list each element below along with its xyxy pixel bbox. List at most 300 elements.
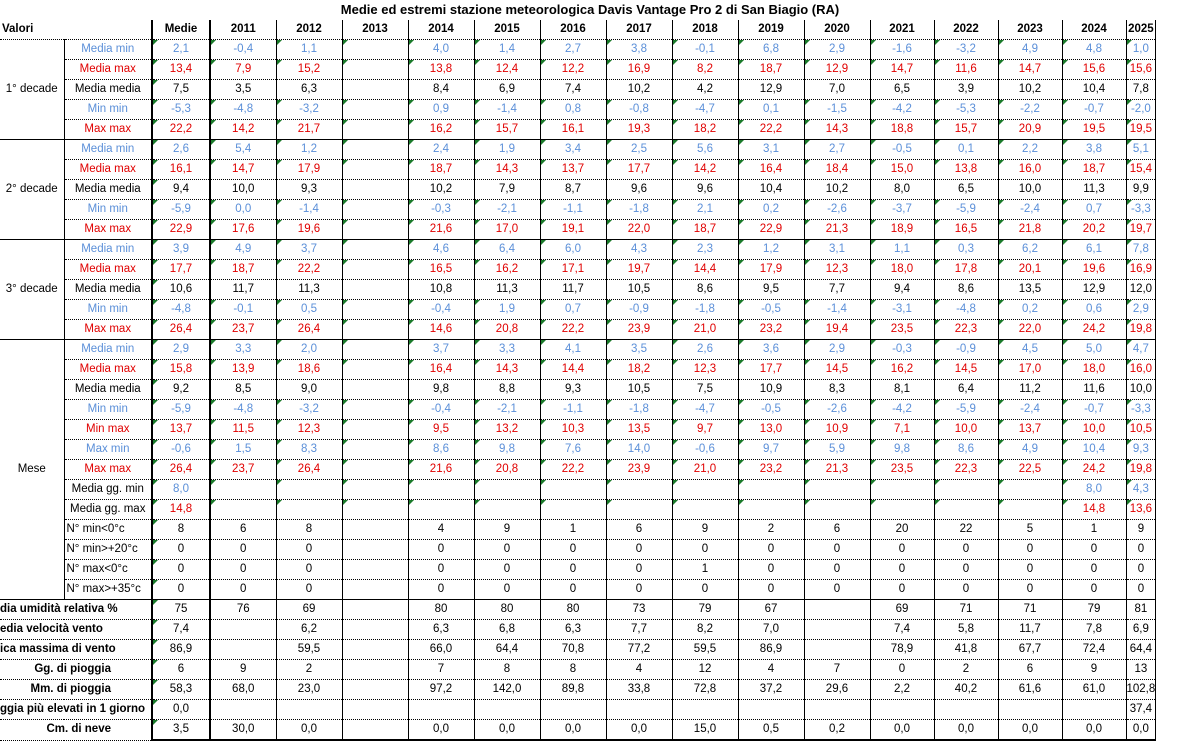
year-value: 71	[998, 600, 1062, 620]
year-value: 15,6	[1126, 60, 1156, 80]
year-value: 9,3	[540, 380, 606, 400]
year-value	[474, 700, 540, 720]
year-value: 17,0	[998, 360, 1062, 380]
year-value: -3,7	[870, 200, 934, 220]
year-value: -1,8	[606, 400, 672, 420]
header-valori: Valori	[0, 20, 64, 40]
year-value: -2,1	[474, 200, 540, 220]
year-value: 7,6	[540, 440, 606, 460]
year-value	[342, 640, 408, 660]
year-value: 14,3	[804, 120, 870, 140]
table-row	[0, 640, 1156, 660]
row-label: N° max>+35°c	[64, 580, 152, 600]
year-value: 10,5	[606, 280, 672, 300]
row-label: Media max	[64, 160, 152, 180]
year-value: -4,7	[672, 400, 738, 420]
year-value: 4	[738, 660, 804, 680]
year-value: 29,6	[804, 680, 870, 700]
year-value	[342, 200, 408, 220]
year-value: 16,2	[870, 360, 934, 380]
year-value: 78,9	[870, 640, 934, 660]
year-value: 10,8	[408, 280, 474, 300]
table-row	[0, 240, 1156, 260]
year-value: 5	[998, 520, 1062, 540]
year-value	[998, 700, 1062, 720]
table-row	[0, 500, 1156, 520]
table-row	[0, 440, 1156, 460]
year-value: 0	[870, 660, 934, 680]
row-label: Media media	[64, 180, 152, 200]
header-year: 2023	[998, 20, 1062, 40]
year-value: 0	[210, 580, 276, 600]
year-value: 18,7	[210, 260, 276, 280]
year-value: 37,4	[1126, 700, 1156, 720]
row-label: Min min	[64, 200, 152, 220]
year-value: 0,2	[738, 200, 804, 220]
row-label: Media max	[64, 360, 152, 380]
year-value: -1,4	[474, 100, 540, 120]
year-value: -3,1	[870, 300, 934, 320]
year-value: -3,2	[276, 100, 342, 120]
year-value: 23,5	[870, 460, 934, 480]
table-row	[0, 280, 1156, 300]
year-value	[408, 700, 474, 720]
year-value	[738, 700, 804, 720]
medie-value: 86,9	[152, 640, 210, 660]
year-value: -0,3	[408, 200, 474, 220]
year-value: 13,0	[738, 420, 804, 440]
row-label: Min max	[64, 420, 152, 440]
year-value: 0,0	[210, 200, 276, 220]
year-value: 12,9	[738, 80, 804, 100]
row-label: Mm. di pioggia	[0, 680, 152, 700]
medie-value: 6	[152, 660, 210, 680]
year-value: 4,0	[408, 40, 474, 60]
row-label: dia umidità relativa %	[0, 600, 152, 620]
year-value: 6,5	[934, 180, 998, 200]
year-value: 70,8	[540, 640, 606, 660]
year-value	[342, 680, 408, 700]
year-value: 10,3	[540, 420, 606, 440]
year-value: 6	[804, 520, 870, 540]
year-value: 5,6	[672, 140, 738, 160]
year-value: 0	[276, 580, 342, 600]
year-value: 0,7	[1062, 200, 1126, 220]
year-value: 2,9	[1126, 300, 1156, 320]
year-value: 24,2	[1062, 320, 1126, 340]
group-label: 3° decade	[0, 240, 64, 340]
table-row	[0, 320, 1156, 340]
year-value: 8,2	[672, 60, 738, 80]
year-value: 7	[804, 660, 870, 680]
medie-value: 0	[152, 540, 210, 560]
year-value	[342, 80, 408, 100]
year-value: 19,7	[1126, 220, 1156, 240]
year-value: 2,4	[408, 140, 474, 160]
year-value: 14,3	[474, 160, 540, 180]
year-value	[342, 180, 408, 200]
year-value: 19,1	[540, 220, 606, 240]
year-value: 0,0	[1062, 720, 1126, 741]
year-value: 33,8	[606, 680, 672, 700]
year-value: 14,4	[540, 360, 606, 380]
year-value: -0,3	[870, 340, 934, 360]
year-value: 2,7	[540, 40, 606, 60]
year-value	[210, 620, 276, 640]
year-value	[804, 480, 870, 500]
year-value: 6,2	[998, 240, 1062, 260]
medie-value: -4,8	[152, 300, 210, 320]
year-value: -4,8	[210, 400, 276, 420]
year-value: 8,6	[934, 280, 998, 300]
year-value	[342, 120, 408, 140]
year-value: -2,6	[804, 200, 870, 220]
year-value: 18,8	[870, 120, 934, 140]
year-value: 13,7	[998, 420, 1062, 440]
year-value: 6,3	[276, 80, 342, 100]
year-value: 14,6	[408, 320, 474, 340]
row-label: Gg. di pioggia	[0, 660, 152, 680]
year-value: 0	[276, 540, 342, 560]
year-value	[342, 660, 408, 680]
year-value: 8,7	[540, 180, 606, 200]
year-value: -2,1	[474, 400, 540, 420]
year-value: 0	[408, 540, 474, 560]
year-value: 6,1	[1062, 240, 1126, 260]
medie-value: 58,3	[152, 680, 210, 700]
year-value: 0	[606, 580, 672, 600]
year-value: -4,2	[870, 400, 934, 420]
year-value: 0,1	[738, 100, 804, 120]
year-value: 8,4	[408, 80, 474, 100]
year-value: 2,2	[870, 680, 934, 700]
year-value: 0,0	[540, 720, 606, 741]
year-value: 11,3	[474, 280, 540, 300]
year-value: 4,1	[540, 340, 606, 360]
year-value: 9	[1126, 520, 1156, 540]
year-value: 0,2	[998, 300, 1062, 320]
year-value	[342, 540, 408, 560]
year-value: 21,3	[804, 460, 870, 480]
year-value: 0,0	[408, 720, 474, 741]
year-value: 17,6	[210, 220, 276, 240]
year-value: 0	[672, 580, 738, 600]
medie-value: 3,5	[152, 720, 210, 741]
medie-value: -5,9	[152, 400, 210, 420]
year-value: 9,7	[672, 420, 738, 440]
year-value	[342, 160, 408, 180]
medie-value: 0	[152, 560, 210, 580]
year-value: 22,0	[606, 220, 672, 240]
year-value: 20,9	[998, 120, 1062, 140]
year-value: 0,2	[804, 720, 870, 741]
year-value: 10,5	[1126, 420, 1156, 440]
year-value: 12,2	[540, 60, 606, 80]
year-value: 0	[210, 540, 276, 560]
year-value: 6,3	[408, 620, 474, 640]
year-value	[1062, 700, 1126, 720]
year-value: 13,8	[934, 160, 998, 180]
year-value	[342, 60, 408, 80]
year-value: -5,9	[934, 200, 998, 220]
year-value: 10,2	[408, 180, 474, 200]
year-value: 15,6	[1062, 60, 1126, 80]
year-value: 1,2	[276, 140, 342, 160]
year-value: 15,0	[672, 720, 738, 741]
year-value: 23,5	[870, 320, 934, 340]
year-value: 6,9	[1126, 620, 1156, 640]
table-row	[0, 660, 1156, 680]
year-value	[342, 140, 408, 160]
year-value: 21,3	[804, 220, 870, 240]
year-value: 8,2	[672, 620, 738, 640]
year-value: 4,9	[210, 240, 276, 260]
year-value: 0	[934, 540, 998, 560]
year-value: -4,2	[870, 100, 934, 120]
year-value: 61,0	[1062, 680, 1126, 700]
year-value: 6,4	[934, 380, 998, 400]
year-value: 3,7	[276, 240, 342, 260]
year-value: 18,7	[672, 220, 738, 240]
year-value: 15,2	[276, 60, 342, 80]
year-value: 0	[738, 560, 804, 580]
year-value	[672, 480, 738, 500]
header-year: 2014	[408, 20, 474, 40]
year-value: -1,1	[540, 400, 606, 420]
year-value	[738, 500, 804, 520]
medie-value: 26,4	[152, 460, 210, 480]
year-value: 14,5	[934, 360, 998, 380]
year-value: 18,2	[606, 360, 672, 380]
year-value: 79	[1062, 600, 1126, 620]
year-value: 15,7	[934, 120, 998, 140]
year-value: 1,5	[210, 440, 276, 460]
year-value: 40,2	[934, 680, 998, 700]
row-label: Max min	[64, 440, 152, 460]
year-value: 22	[934, 520, 998, 540]
year-value	[474, 480, 540, 500]
year-value: 14,8	[1062, 500, 1126, 520]
year-value	[342, 720, 408, 741]
year-value: 22,2	[738, 120, 804, 140]
year-value: 20,8	[474, 320, 540, 340]
medie-value: 2,6	[152, 140, 210, 160]
year-value: 10,4	[1062, 80, 1126, 100]
year-value: 14,0	[606, 440, 672, 460]
year-value: -1,1	[540, 200, 606, 220]
year-value: 19,4	[804, 320, 870, 340]
medie-value: -5,3	[152, 100, 210, 120]
year-value: 89,8	[540, 680, 606, 700]
table-row	[0, 40, 1156, 60]
year-value: 0	[1062, 580, 1126, 600]
header-year: 2019	[738, 20, 804, 40]
year-value: 0	[934, 580, 998, 600]
year-value: 5,0	[1062, 340, 1126, 360]
table-row	[0, 100, 1156, 120]
table-row	[0, 120, 1156, 140]
year-value	[934, 480, 998, 500]
year-value: 9,3	[1126, 440, 1156, 460]
sheet-title: Medie ed estremi stazione meteorologica Davis Vantage Pro 2 di San Biagio (RA)	[340, 2, 840, 17]
year-value: 3,3	[474, 340, 540, 360]
table-row	[0, 680, 1156, 700]
year-value: 0	[672, 540, 738, 560]
year-value: 61,6	[998, 680, 1062, 700]
year-value: -3,3	[1126, 400, 1156, 420]
year-value	[342, 340, 408, 360]
year-value: -0,6	[672, 440, 738, 460]
year-value: 10,2	[606, 80, 672, 100]
year-value: -0,1	[210, 300, 276, 320]
year-value: 0	[540, 560, 606, 580]
year-value: 5,1	[1126, 140, 1156, 160]
year-value: 22,2	[540, 320, 606, 340]
year-value	[210, 640, 276, 660]
year-value: 19,7	[606, 260, 672, 280]
year-value: 3,5	[606, 340, 672, 360]
year-value: 102,8	[1126, 680, 1156, 700]
year-value: 4,2	[672, 80, 738, 100]
year-value: -0,4	[210, 40, 276, 60]
table-row	[0, 180, 1156, 200]
row-label: Media media	[64, 80, 152, 100]
year-value: 13,2	[474, 420, 540, 440]
table-row	[0, 580, 1156, 600]
year-value: 0	[870, 540, 934, 560]
year-value: 10,2	[804, 180, 870, 200]
year-value: 0	[804, 560, 870, 580]
year-value: 13,6	[1126, 500, 1156, 520]
year-value: 11,3	[1062, 180, 1126, 200]
year-value: 0,5	[276, 300, 342, 320]
year-value: 23,7	[210, 320, 276, 340]
year-value: 7,0	[804, 80, 870, 100]
year-value: 10,0	[1062, 420, 1126, 440]
year-value: 0,0	[1126, 720, 1156, 741]
year-value	[342, 620, 408, 640]
year-value: 4,6	[408, 240, 474, 260]
medie-value: 0,0	[152, 700, 210, 720]
year-value: 0	[540, 580, 606, 600]
year-value	[342, 520, 408, 540]
row-label: Min min	[64, 400, 152, 420]
year-value: 0	[276, 560, 342, 580]
year-value: 0,0	[870, 720, 934, 741]
year-value: 1,9	[474, 300, 540, 320]
year-value: 19,8	[1126, 320, 1156, 340]
year-value: 71	[934, 600, 998, 620]
year-value: 5,9	[804, 440, 870, 460]
year-value	[934, 700, 998, 720]
year-value: 9,8	[408, 380, 474, 400]
year-value: 23,9	[606, 320, 672, 340]
year-value: -0,9	[606, 300, 672, 320]
year-value: -0,9	[934, 340, 998, 360]
year-value	[210, 480, 276, 500]
year-value	[804, 600, 870, 620]
medie-value: 13,4	[152, 60, 210, 80]
year-value	[342, 460, 408, 480]
year-value	[342, 220, 408, 240]
year-value: 69	[870, 600, 934, 620]
year-value: 0	[1126, 540, 1156, 560]
row-label: Media min	[64, 140, 152, 160]
medie-value: 22,2	[152, 120, 210, 140]
year-value: 41,8	[934, 640, 998, 660]
year-value: 10,0	[210, 180, 276, 200]
year-value	[540, 700, 606, 720]
year-value: 7,1	[870, 420, 934, 440]
year-value: 8	[276, 520, 342, 540]
year-value: 0,0	[606, 720, 672, 741]
medie-value: 75	[152, 600, 210, 620]
year-value: 72,8	[672, 680, 738, 700]
year-value: 21,7	[276, 120, 342, 140]
year-value: 9	[1062, 660, 1126, 680]
year-value: 16,5	[408, 260, 474, 280]
year-value: 80	[540, 600, 606, 620]
year-value: -5,3	[934, 100, 998, 120]
year-value: 12,3	[804, 260, 870, 280]
year-value	[342, 560, 408, 580]
year-value: -4,8	[934, 300, 998, 320]
year-value: 10,5	[606, 380, 672, 400]
year-value: 0	[934, 560, 998, 580]
year-value: 9,8	[474, 440, 540, 460]
medie-value: 0	[152, 580, 210, 600]
year-value: 1,4	[474, 40, 540, 60]
year-value: 23,0	[276, 680, 342, 700]
year-value	[934, 500, 998, 520]
year-value: 6,0	[540, 240, 606, 260]
year-value: 10,2	[998, 80, 1062, 100]
year-value: 8,6	[934, 440, 998, 460]
year-value: -2,4	[998, 400, 1062, 420]
year-value: 79	[672, 600, 738, 620]
row-label: Media media	[64, 280, 152, 300]
year-value: 0,9	[408, 100, 474, 120]
table-row	[0, 460, 1156, 480]
year-value: 80	[408, 600, 474, 620]
row-label: Max max	[64, 320, 152, 340]
year-value	[804, 500, 870, 520]
row-label: Media min	[64, 240, 152, 260]
year-value: 81	[1126, 600, 1156, 620]
year-value: 6,2	[276, 620, 342, 640]
year-value: 0	[408, 580, 474, 600]
year-value	[342, 580, 408, 600]
year-value: 3,7	[408, 340, 474, 360]
header-year: 2024	[1062, 20, 1126, 40]
year-value: 1,9	[474, 140, 540, 160]
table-row	[0, 220, 1156, 240]
year-value: -0,4	[408, 400, 474, 420]
year-value: 64,4	[474, 640, 540, 660]
table-row	[0, 80, 1156, 100]
year-value	[342, 400, 408, 420]
medie-value: 15,8	[152, 360, 210, 380]
year-value	[408, 480, 474, 500]
year-value: 17,8	[934, 260, 998, 280]
medie-value: 14,8	[152, 500, 210, 520]
year-value: 11,7	[540, 280, 606, 300]
year-value: 9,0	[276, 380, 342, 400]
year-value: 21,6	[408, 220, 474, 240]
year-value: 10,0	[934, 420, 998, 440]
year-value: 6	[998, 660, 1062, 680]
year-value: 7,7	[606, 620, 672, 640]
